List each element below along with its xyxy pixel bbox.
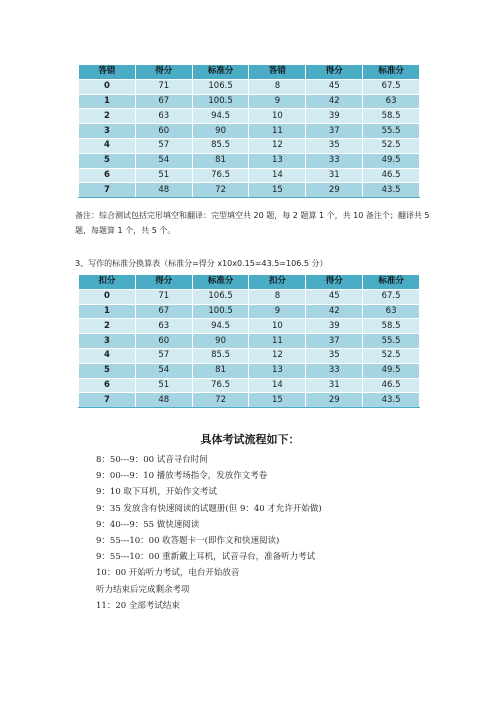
table-row [79,94,420,109]
table-cell: 5 [79,363,136,378]
table-cell: 67 [135,94,192,109]
table-cell: 31 [306,168,363,183]
table-cell: 57 [135,348,192,363]
exam-flow-item: 9：55---10：00 收答题卡一(即作文和快速阅读) [96,536,280,547]
exam-flow-title: 具体考试流程如下： [200,433,300,446]
table-cell: 15 [249,183,306,198]
table-cell: 90 [192,334,249,349]
table-cell: 39 [306,319,363,334]
table-cell: 4 [79,348,136,363]
header-cell: 答错 [249,65,306,80]
table-cell: 12 [249,138,306,153]
header-cell: 得分 [135,65,192,80]
section-3-title: 3、写作的标准分换算表（标准分=得分 x10x0.15=43.5=106.5 分） [75,259,328,268]
table-cell: 71 [135,79,192,94]
table-cell: 6 [79,168,136,183]
table-cell: 55.5 [363,334,420,349]
header-cell: 答错 [79,65,136,80]
score-table-2 [78,274,420,408]
table-cell: 60 [135,124,192,139]
exam-flow-item: 9：55---10：00 重新戴上耳机，试音寻台，准备听力考试 [96,552,316,563]
table-cell: 85.5 [192,138,249,153]
table-row [79,109,420,124]
table-cell: 60 [135,334,192,349]
table-cell: 94.5 [192,319,249,334]
table-row [79,168,420,183]
table-row [79,79,420,94]
table-cell: 76.5 [192,378,249,393]
table-row [79,138,420,153]
table-cell: 106.5 [192,289,249,304]
table-cell: 8 [249,79,306,94]
table-cell: 31 [306,378,363,393]
table-cell: 45 [306,289,363,304]
table-header-row [79,65,420,80]
table-cell: 76.5 [192,168,249,183]
table-cell: 51 [135,378,192,393]
table-cell: 71 [135,289,192,304]
table-cell: 49.5 [363,153,420,168]
table-cell: 51 [135,168,192,183]
table-cell: 35 [306,138,363,153]
header-cell: 标准分 [192,65,249,80]
table-cell: 48 [135,393,192,408]
table-cell: 4 [79,138,136,153]
table-cell: 54 [135,153,192,168]
table-row [79,289,420,304]
table-row [79,153,420,168]
table-cell: 0 [79,289,136,304]
table-cell: 81 [192,153,249,168]
exam-flow-item: 9：00---9：10 播放考场指令，发放作文考卷 [96,471,268,482]
table-cell: 7 [79,393,136,408]
exam-flow-item: 8：50---9：00 试音寻台时间 [96,455,208,465]
table-cell: 37 [306,124,363,139]
table-cell: 1 [79,304,136,319]
exam-flow-list [96,452,426,614]
table-cell: 52.5 [363,348,420,363]
header-cell: 扣分 [249,275,306,290]
table-cell: 100.5 [192,94,249,109]
table-cell: 49.5 [363,363,420,378]
table-row [79,363,420,378]
table-cell: 37 [306,334,363,349]
table-cell: 63 [135,109,192,124]
table-cell: 94.5 [192,109,249,124]
table-cell: 7 [79,183,136,198]
table-cell: 106.5 [192,79,249,94]
header-cell: 标准分 [363,65,420,80]
table-cell: 29 [306,183,363,198]
table-cell: 63 [363,304,420,319]
table-cell: 10 [249,109,306,124]
table-cell: 13 [249,363,306,378]
table-cell: 72 [192,183,249,198]
table-row [79,378,420,393]
table-cell: 5 [79,153,136,168]
table-cell: 6 [79,378,136,393]
table-cell: 1 [79,94,136,109]
table-row [79,348,420,363]
table-cell: 52.5 [363,138,420,153]
exam-flow-item: 9：40---9：55 做快速阅读 [96,519,200,530]
table-cell: 58.5 [363,109,420,124]
exam-flow-item: 9：35 发放含有快速阅读的试题册(但 9：40 才允许开始做) [96,503,322,514]
table-cell: 33 [306,363,363,378]
header-cell: 标准分 [192,275,249,290]
table-row [79,319,420,334]
header-cell: 得分 [306,275,363,290]
header-cell: 得分 [135,275,192,290]
table-cell: 57 [135,138,192,153]
table-cell: 3 [79,124,136,139]
table-row [79,304,420,319]
table-cell: 42 [306,94,363,109]
table-cell: 11 [249,124,306,139]
table-cell: 85.5 [192,348,249,363]
table-cell: 67.5 [363,289,420,304]
table-cell: 63 [135,319,192,334]
table-cell: 67.5 [363,79,420,94]
table-cell: 9 [249,94,306,109]
table-cell: 46.5 [363,168,420,183]
exam-flow-item: 听力结束后完成剩余考项 [96,584,190,595]
table-cell: 72 [192,393,249,408]
table-row [79,124,420,139]
table-cell: 67 [135,304,192,319]
table-cell: 43.5 [363,393,420,408]
table-cell: 9 [249,304,306,319]
table-cell: 39 [306,109,363,124]
table-cell: 46.5 [363,378,420,393]
table-cell: 13 [249,153,306,168]
table-cell: 48 [135,183,192,198]
header-cell: 得分 [306,65,363,80]
table-cell: 35 [306,348,363,363]
table-row [79,183,420,198]
table-cell: 29 [306,393,363,408]
table-cell: 81 [192,363,249,378]
table-cell: 33 [306,153,363,168]
table-cell: 15 [249,393,306,408]
table-cell: 12 [249,348,306,363]
table-cell: 0 [79,79,136,94]
header-cell: 扣分 [79,275,136,290]
table-cell: 42 [306,304,363,319]
table-cell: 43.5 [363,183,420,198]
table-cell: 58.5 [363,319,420,334]
table-cell: 2 [79,319,136,334]
table-row [79,334,420,349]
table-cell: 11 [249,334,306,349]
table-cell: 90 [192,124,249,139]
header-cell: 标准分 [363,275,420,290]
score-table-1 [78,64,420,198]
table-cell: 3 [79,334,136,349]
table-cell: 14 [249,168,306,183]
table-cell: 63 [363,94,420,109]
table-header-row [79,275,420,290]
exam-flow-item: 9：10 取下耳机，开始作文考试 [96,487,217,498]
table-cell: 54 [135,363,192,378]
table-row [79,393,420,408]
table-cell: 55.5 [363,124,420,139]
table-cell: 45 [306,79,363,94]
exam-flow-item: 10：00 开始听力考试，电台开始放音 [96,568,240,579]
scoring-note: 备注：综合测试包括完形填空和翻译：完型填空共 20 题，每 2 题算 1 个，共 10 备注个；翻译共 5 题，每题算 1 个，共 5 个。 [75,211,430,235]
table-cell: 100.5 [192,304,249,319]
table-cell: 2 [79,109,136,124]
exam-flow-item: 11：20 全部考试结束 [96,600,180,611]
table-cell: 10 [249,319,306,334]
table-cell: 14 [249,378,306,393]
table-cell: 8 [249,289,306,304]
